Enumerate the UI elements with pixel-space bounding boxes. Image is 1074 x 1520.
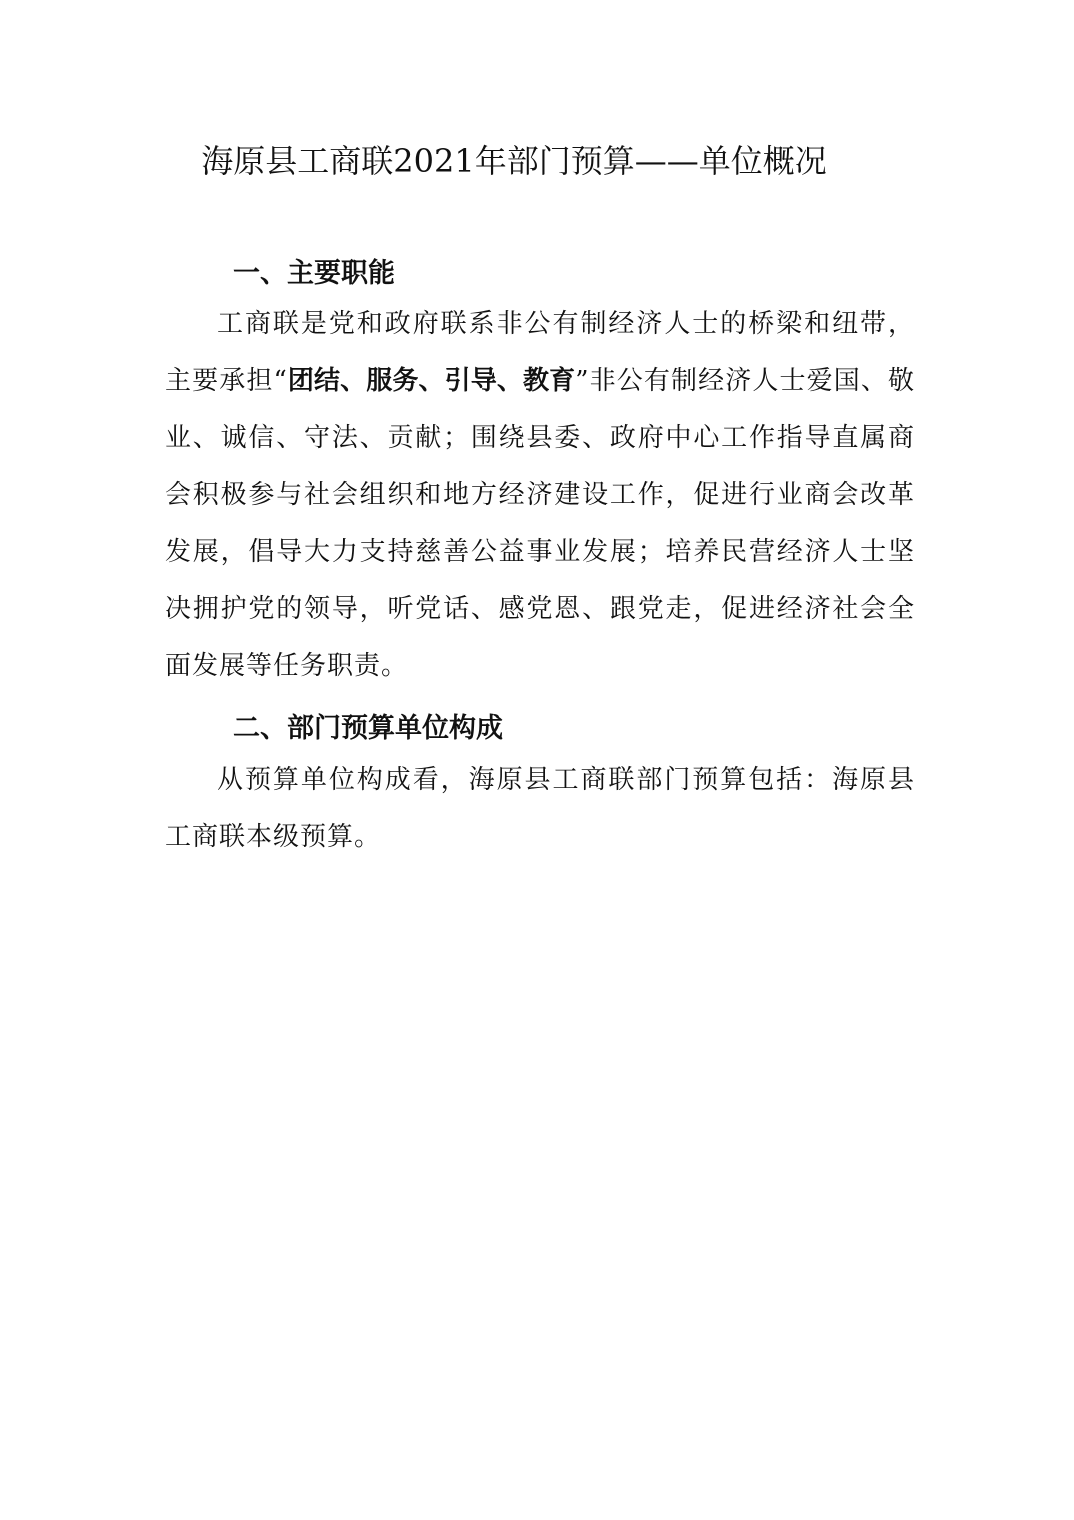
emphasized-duties: 团结、服务、引导、教育 [287, 366, 576, 396]
section-heading-budget-units: 二、部门预算单位构成 [233, 713, 503, 744]
section-heading-main-functions: 一、主要职能 [233, 258, 395, 289]
paragraph-text-after: ”非公有制经济人士爱国、敬业、诚信、守法、贡献；围绕县委、政府中心工作指导直属商会积极参与社会组织和地方经济建设工作，促进行业商会改革发展，倡导大力支持慈善公益事业发展；培养民营经济人士坚决拥护党的领导，听党话、感党恩、跟党走，促进经济社会全面发展等任务职责。 [165, 366, 915, 681]
paragraph-main-functions [165, 296, 915, 695]
paragraph-text-before: 工商联是党和政府联系非公有制经济人士的桥梁和纽带，主要承担“ [165, 309, 915, 396]
paragraph-budget-units: 从预算单位构成看，海原县工商联部门预算包括：海原县工商联本级预算。 [165, 765, 915, 852]
document-title: 海原县工商联2021年部门预算——单位概况 [201, 142, 827, 180]
